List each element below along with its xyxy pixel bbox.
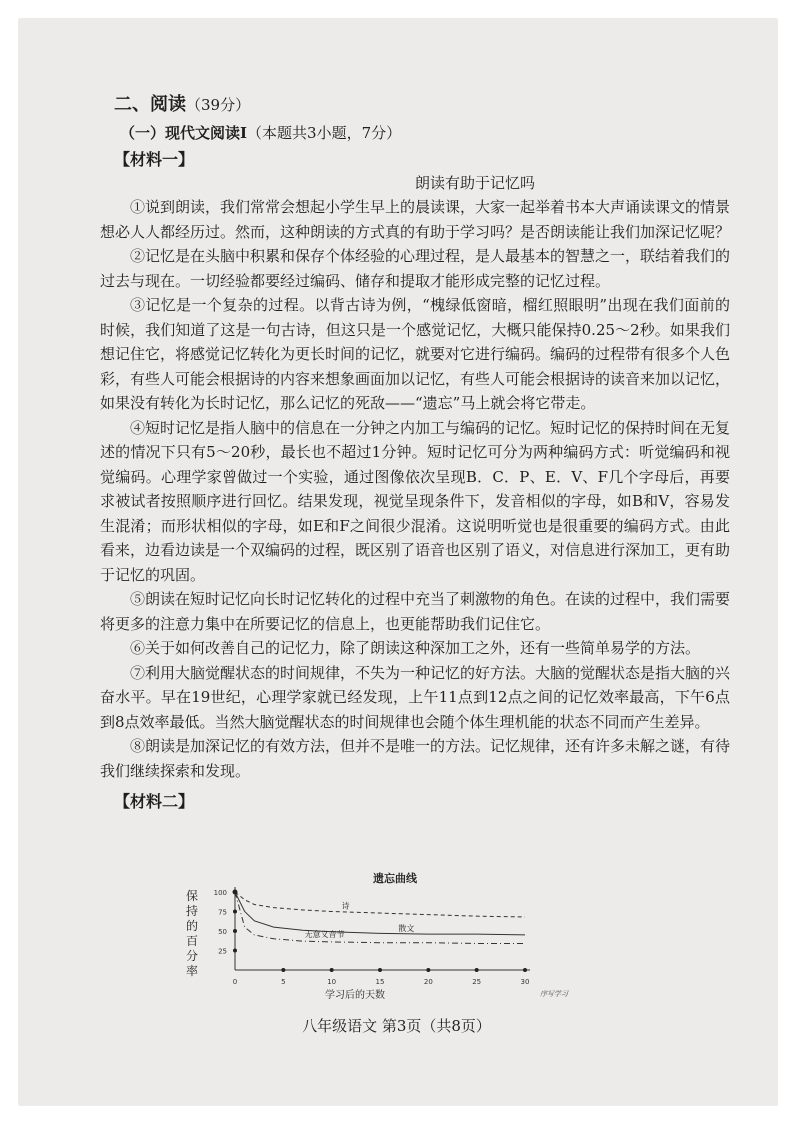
paragraph-8: ⑧朗读是加深记忆的有效方法，但并不是唯一的方法。记忆规律，还有许多未解之谜，有待我们继续探索和发现。 [100, 737, 731, 780]
y-tick-mark [233, 929, 237, 933]
paragraph-4: ④短时记忆是指人脑中的信息在一分钟之内加工与编码的记忆。短时记忆的保持时间在无复述的情况下只有5～20秒，最长也不超过1分钟。短时记忆可分为两种编码方式：听觉编码和视觉编码。心理学家曾做过一个实验，通过图像依次呈现B．C．P、E．V、F几个字母后，再要求被试者按照顺序进行回忆。结果发现，视觉呈现条件下，发音相似的字母，如B和V，容易发生混淆；而形状相似的字母，如E和F之间很少混淆。这说明听觉也是很重要的编码方式。由此看来，边看边读是一个双编码的过程，既区别了语音也区别了语义，对信息进行深加工，更有助于记忆的巩固。 [100, 418, 731, 584]
y-tick-label: 75 [218, 908, 227, 917]
chart-svg [180, 870, 600, 1005]
y-tick-label: 100 [213, 889, 227, 897]
series-label-1: 诗 [341, 901, 350, 911]
x-axis-note: 序写学习 [540, 990, 568, 998]
paragraph-1: ①说到朗读，我们常常会想起小学生早上的晨读课，大家一起举着书本大声诵读课文的情景想必人人都经历过。然而，这种朗读的方式真的有助于学习吗？是否朗读能让我们加深记忆呢？ [100, 198, 731, 241]
paragraph-3: ③记忆是一个复杂的过程。以背古诗为例，“槐绿低窗暗，榴红照眼明”出现在我们面前的时候，我们知道了这是一句古诗，但这只是一个感觉记忆，大概只能保持0.25～2秒。如果我们想记住它，将感觉记忆转化为更长时间的记忆，就要对它进行编码。编码的过程带有很多个人色彩，有些人可能会根据诗的内容来想象画面加以记忆，有些人可能会根据诗的读音来加以记忆，如果没有转化为长时记忆，那么记忆的死敌——“遗忘”马上就会将它带走。 [100, 296, 731, 412]
paragraph-5: ⑤朗读在短时记忆向长时记忆转化的过程中充当了刺激物的角色。在读的过程中，我们需要将更多的注意力集中在所要记忆的信息上，也更能帮助我们记住它。 [100, 590, 731, 633]
x-tick-label: 20 [423, 978, 433, 986]
y-axis-label-char: 的 [185, 919, 199, 933]
y-tick-label: 25 [218, 947, 227, 956]
x-tick-mark [330, 968, 334, 972]
section-heading [114, 90, 730, 116]
y-axis-label-char: 保 [185, 889, 199, 903]
subsection-heading [120, 122, 730, 143]
x-tick-label: 30 [520, 978, 530, 986]
section-score: （39分） [186, 96, 251, 114]
x-tick-label: 10 [327, 978, 337, 986]
x-tick-mark [475, 968, 479, 972]
material2-label: 【材料二】 [114, 792, 195, 811]
y-axis-label-char: 持 [185, 904, 199, 918]
x-tick-label: 0 [232, 978, 238, 986]
x-tick-mark [523, 968, 527, 972]
x-tick-mark [426, 968, 430, 972]
series-label-3: 无意义音节 [304, 930, 345, 940]
y-tick-label: 50 [218, 928, 227, 936]
paragraph-2: ②记忆是在头脑中积累和保存个体经验的心理过程，是人最基本的智慧之一，联结着我们的过去与现在。一切经验都要经过编码、储存和提取才能形成完整的记忆过程。 [100, 247, 731, 290]
section-title: 二、阅读 [114, 94, 186, 115]
chart-title: 遗忘曲线 [373, 872, 417, 885]
forgetting-curve-chart [180, 870, 600, 1005]
x-tick-mark [378, 968, 382, 972]
series-line-3 [235, 892, 525, 943]
subsection-note: （本题共3小题，7分） [247, 124, 402, 142]
x-tick-label: 25 [472, 978, 482, 986]
series-label-2: 散文 [398, 924, 415, 934]
material1-label: 【材料一】 [114, 150, 195, 169]
x-axis-label: 学习后的天数 [325, 990, 385, 1001]
x-tick-label: 15 [375, 978, 385, 986]
y-tick-mark [233, 949, 237, 953]
origin-point [233, 890, 238, 895]
y-axis-label-char: 分 [185, 949, 199, 963]
subsection-title: （一）现代文阅读Ⅰ [120, 124, 248, 142]
y-axis-label-char: 率 [185, 964, 199, 978]
page-footer: 八年级语文 第3页（共8页） [302, 1017, 491, 1035]
x-tick-label: 5 [281, 978, 286, 986]
y-axis-label-char: 百 [185, 934, 199, 948]
y-tick-mark [233, 910, 237, 914]
x-tick-mark [281, 968, 285, 972]
page-content [100, 90, 730, 814]
series-line-1 [235, 892, 525, 917]
paragraph-7: ⑦利用大脑觉醒状态的时间规律，不失为一种记忆的好方法。大脑的觉醒状态是指大脑的兴奋水平。早在19世纪，心理学家就已经发现，上午11点到12点之间的记忆效率最高，下午6点到8点效率最低。当然大脑觉醒状态的时间规律也会随个体生理机能的状态不同而产生差异。 [100, 663, 731, 731]
paragraph-6: ⑥关于如何改善自己的记忆力，除了朗读这种深加工之外，还有一些简单易学的方法。 [130, 639, 701, 657]
article-title: 朗读有助于记忆吗 [414, 174, 535, 192]
